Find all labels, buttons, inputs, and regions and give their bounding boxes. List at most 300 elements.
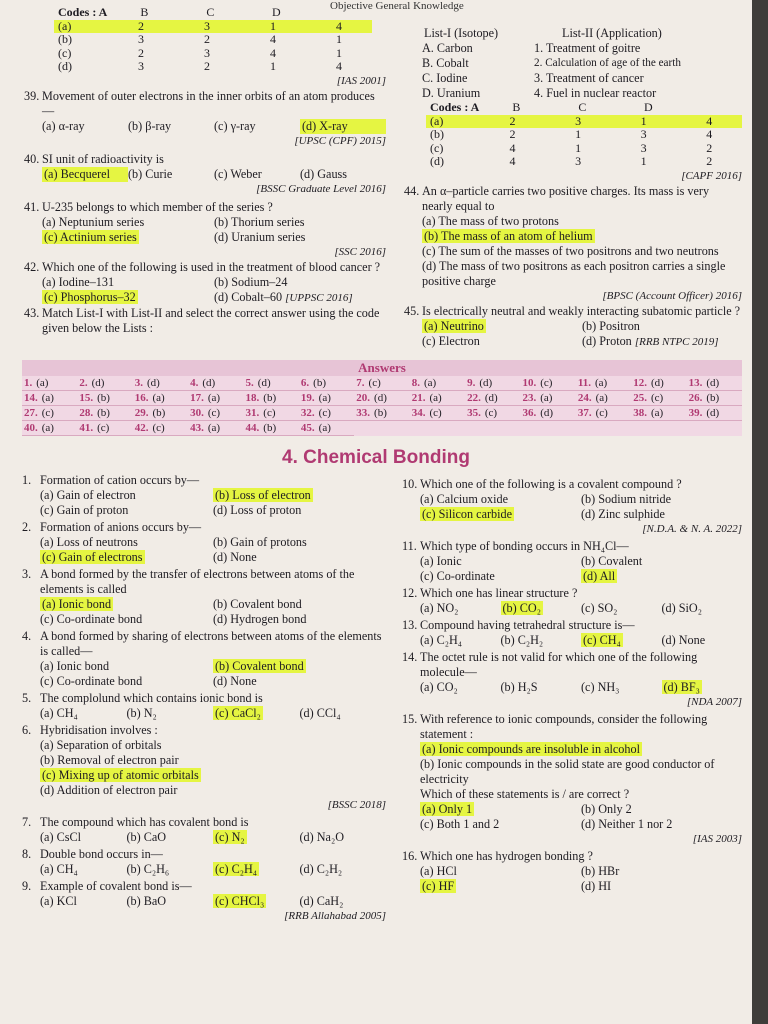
question-39 [24,89,386,149]
option: (b) Covalent bond [213,597,302,611]
question-line [402,849,742,864]
answer-number: 34. [411,407,426,419]
answer-option: (c) [540,377,553,389]
option-wrap [213,612,386,627]
option-wrap [420,802,581,817]
col-head: B [140,5,149,19]
code-value: 1 [640,154,647,168]
question-number: 41. [24,199,40,214]
option-wrap [40,535,213,550]
option-wrap [127,894,214,909]
answer-number: 22. [467,392,481,404]
option-wrap [40,674,213,689]
answer-option: (a) [36,377,49,389]
answer-option: (c) [41,407,54,419]
question-number: 4. [22,629,32,643]
question-text: A bond formed by sharing of electrons between atoms of the elements is called— [40,629,382,658]
col-head: C [206,5,215,19]
option-wrap [581,492,742,507]
code-value: 1 [270,18,276,33]
answer-option: (a) [41,392,54,404]
reference: [BPSC (Account Officer) 2016] [602,289,742,302]
answer-cell [188,421,243,436]
code-value: 3 [575,113,582,128]
option: (b) Removal of electron pair [40,753,179,767]
answer-option: (b) [263,392,277,404]
answer-cell [520,406,575,421]
answer-number: 41. [79,422,94,434]
answer-number: 42. [134,422,149,434]
option-highlighted: (c) Mixing up of atomic orbitals [42,768,199,782]
options [40,659,386,689]
option: (a) Ionic [420,554,462,568]
answer-option: (c) [263,407,276,419]
option: (d) None [213,550,257,564]
code-row [54,20,372,34]
question-text: An α–particle carries two positive charges. Its mass is very nearly equal to [422,183,710,213]
option-highlighted: (a) Ionic compounds are insoluble in alcohol [422,742,640,756]
option-highlighted: (c) C₂H₄ [215,862,258,876]
code-value: 4 [336,18,342,33]
option: (a) HCl [420,864,457,878]
answer-cell [631,406,686,421]
answer-cell [410,376,465,391]
option-wrap [420,864,581,879]
question-line [402,712,742,742]
answer-option: (d) [540,407,554,419]
answer-cell [687,376,742,391]
option: (c) Co-ordinate bond [40,612,143,626]
code-value: 4 [509,140,516,155]
option-highlighted: (c) Actinium series [44,229,137,244]
option: (d) Proton [582,333,632,348]
codes-label: Codes : A [58,5,108,19]
question-text: With reference to ionic compounds, consider the following statement : [420,712,708,741]
code-value: 2 [138,45,144,60]
question-11 [402,539,742,584]
answer-cell [244,421,299,436]
question-text: The octet rule is not valid for which one of the following molecule— [420,650,698,679]
option: (c) Both 1 and 2 [420,817,500,831]
answer-cell [188,406,243,421]
list2-item: 3. Treatment of cancer [534,71,644,85]
answer-number: 16. [134,392,149,404]
answer-cell [22,406,77,421]
question-number: 44. [404,183,420,198]
option: (c) Weber [214,166,262,181]
answer-option: (b) [152,407,166,419]
answers-grid [22,376,742,436]
answer-option: (c) [368,377,381,389]
code-row-label: (d) [430,154,444,168]
answer-cell [188,376,243,391]
answer-option: (d) [706,377,720,389]
reference: [N.D.A. & N. A. 2022] [642,523,742,535]
code-value: 3 [204,45,210,60]
question-number: 8. [22,847,32,861]
answer-option: (a) [207,392,221,404]
question-number: 13. [402,618,418,632]
question-number: 5. [22,691,32,705]
q43-code-rows [426,115,742,169]
answer-number: 15. [79,392,94,404]
reference: [RRB Allahabad 2005] [284,910,386,922]
answer-option: (b) [97,392,110,404]
answer-number: 12. [633,377,647,389]
option-wrap [40,597,213,612]
answer-number: 43. [190,422,204,434]
answer-cell [576,391,631,406]
answer-option: (d) [706,407,720,419]
answer-option: (b) [97,407,110,419]
option: (b) Positron [582,318,640,333]
code-value: 3 [640,140,647,155]
option-highlighted: (a) Neutrino [424,318,484,333]
answer-number: 28. [79,407,94,419]
option-wrap [501,601,582,616]
question-number: 14. [402,650,418,664]
code-row-label: (d) [58,59,72,73]
option-wrap [40,768,386,783]
option-wrap [420,601,501,616]
option-wrap [40,753,386,768]
option-highlighted: (c) Silicon carbide [422,507,513,521]
answer-number: 31. [245,407,260,419]
question-42 [24,260,386,306]
options [40,488,386,518]
code-row-label: (b) [58,32,72,46]
answer-cell [77,376,132,391]
question-number: 45. [404,303,420,318]
question-43 [24,306,386,336]
question-44 [404,184,742,304]
option: (b) Sodium nitride [581,492,672,506]
option: (d) None [213,674,257,688]
option: (b) Sodium–24 [214,274,288,289]
option-highlighted: (c) CaCl₂ [215,706,261,720]
option: (c) Co-ordinate bond [40,674,143,688]
answer-cell [520,376,575,391]
options [420,680,742,695]
code-value: 3 [575,154,582,168]
option: (d) Cobalt–60 [214,289,283,304]
question-number: 40. [24,151,40,166]
option-wrap [581,864,742,879]
question-text: Hybridisation involves : [40,723,158,737]
option-wrap [420,817,581,832]
answer-option: (c) [429,407,442,419]
option-highlighted: (c) CH₄ [583,633,621,647]
answer-cell [465,391,520,406]
option-wrap [213,894,300,909]
code-row-label: (c) [430,140,444,155]
answer-cell [133,406,188,421]
code-value: 4 [336,59,342,73]
option: (b) C₂H₆ [126,862,170,876]
codes-label: Codes : A [430,100,480,114]
answer-option: (a) [595,392,608,404]
answer-cell [576,406,631,421]
answer-number: 13. [688,377,703,389]
question-line [22,520,386,535]
code-value: 2 [509,113,516,128]
option: (d) HI [581,879,612,893]
option: (b) H₂S [500,680,538,694]
answer-option: (d) [257,377,271,389]
code-value: 2 [509,127,516,141]
options [420,492,742,522]
question-line [22,629,386,659]
question-text: A bond formed by the transfer of electrons between atoms of the elements is called [40,567,355,596]
answer-number: 9. [467,377,476,389]
option: (a) NO₂ [420,601,459,615]
question-16 [402,849,742,894]
question-10 [402,477,742,537]
question-number: 3. [22,567,32,581]
option-wrap [420,492,581,507]
answer-option: (b) [374,407,387,419]
left-top-column [24,6,386,336]
option-wrap [581,879,742,894]
question-line [22,723,386,738]
question-line [22,691,386,706]
option-wrap [213,706,300,721]
option-highlighted: (d) BF₃ [663,680,700,694]
code-value: 3 [138,59,144,73]
answer-option: (a) [423,377,437,389]
option: (a) CH₄ [40,706,78,720]
question-2 [22,520,386,565]
question-text: Which one of the following is a covalent compound ? [420,477,682,491]
answer-number: 36. [522,407,537,419]
options [40,894,386,909]
list2-item: 1. Treatment of goitre [534,41,641,55]
reference: [IAS 2003] [692,833,742,845]
option: (b) HBr [581,864,620,878]
option: (d) Hydrogen bond [213,612,307,626]
question-line [22,847,386,862]
code-row [426,142,742,156]
code-value: 1 [336,32,342,46]
option-highlighted: (c) N₂ [215,830,245,844]
option-wrap [501,633,582,648]
question-text: SI unit of radioactivity is [42,151,164,166]
answer-option: (c) [484,407,498,419]
option: (a) α-ray [42,118,85,133]
answer-cell [465,376,520,391]
option-wrap [300,894,387,909]
answer-number: 32. [300,407,315,419]
code-row [426,155,742,169]
reference: [SSC 2016] [334,245,386,258]
answer-option: (b) [313,377,326,389]
question-line [22,879,386,894]
question-12 [402,586,742,616]
code-row [54,60,372,74]
code-value: 4 [509,154,516,168]
options [40,597,386,627]
option: (a) CO₂ [420,680,458,694]
reference: [BSSC 2018] [327,799,386,811]
col-head: B [512,100,521,114]
list2-item: 2. Calculation of age of the earth [534,57,681,69]
option: (a) Ionic bond [40,659,110,673]
code-value: 4 [270,45,276,60]
answer-option: (d) [650,377,664,389]
question-text: U-235 belongs to which member of the series ? [42,199,273,214]
question-text: The compound which has covalent bond is [40,815,249,829]
question-number: 7. [22,815,32,829]
option-wrap [40,738,386,753]
answer-option: (c) [97,422,110,434]
question-text: Which type of bonding occurs in NH₄Cl— [420,539,629,553]
code-row-label: (a) [58,18,72,33]
answer-number: 23. [522,392,537,404]
answer-number: 33. [356,407,371,419]
option-wrap [420,507,581,522]
answer-number: 25. [633,392,647,404]
option-wrap [213,674,386,689]
answers-title: Answers [22,360,742,376]
code-value: 2 [204,32,210,46]
answer-cell [576,376,631,391]
question-4 [22,629,386,689]
code-value: 4 [706,113,713,128]
option: (d) Uranium series [214,229,306,244]
option: (a) Separation of orbitals [40,738,162,752]
option: (a) Gain of electron [40,488,136,502]
answer-number: 4. [190,377,199,389]
answer-number: 20. [356,392,371,404]
question-number: 6. [22,723,32,737]
option: (b) C₂H₂ [500,633,544,647]
question-number: 9. [22,879,32,893]
option-highlighted: (b) The mass of an atom of helium [424,228,593,243]
option: (d) Loss of proton [213,503,302,517]
option-wrap [420,554,581,569]
option-wrap [127,830,214,845]
option: (b) BaO [126,894,167,908]
code-value: 3 [204,18,210,33]
answer-number: 39. [688,407,703,419]
answer-option: (a) [318,392,331,404]
answer-cell [299,421,354,436]
option: (b) Covalent [581,554,643,568]
option: (d) SiO₂ [661,601,702,615]
answer-number: 24. [577,392,592,404]
answer-number: 35. [467,407,481,419]
option-wrap [420,633,501,648]
option-wrap [581,601,662,616]
option-wrap [662,680,743,695]
question-13 [402,618,742,648]
q38-code-rows [54,20,372,74]
option: (d) None [661,633,706,647]
options [40,706,386,721]
question-14 [402,650,742,710]
list1-item: A. Carbon [422,41,473,55]
option: (c) Electron [422,333,480,348]
options [420,802,742,832]
answer-cell [244,376,299,391]
option: (b) CaO [126,830,167,844]
option-highlighted: (c) CHCl₃ [215,894,265,908]
code-value: 1 [640,113,647,128]
option-highlighted: (d) X-ray [300,119,386,134]
option-wrap [213,503,386,518]
answer-cell [687,391,742,406]
option: (c) NH₃ [581,680,620,694]
answer-option: (a) [152,392,165,404]
reference: [BSSC Graduate Level 2016] [256,182,386,195]
option-wrap [213,830,300,845]
question-number: 15. [402,712,418,726]
code-value: 1 [575,140,582,155]
question-8 [22,847,386,877]
option-wrap [40,783,386,798]
question-6 [22,723,386,813]
answer-cell [465,406,520,421]
answer-cell [244,406,299,421]
option-wrap [420,569,581,584]
code-row [54,33,372,47]
option: (d) Addition of electron pair [40,783,178,797]
option: (a) Neptunium series [42,214,145,229]
question-line [22,815,386,830]
question-45 [404,304,742,350]
option-wrap [420,742,742,757]
answer-number: 10. [522,377,537,389]
option: (d) Na₂O [299,830,345,844]
option-wrap [300,706,387,721]
answer-number: 2. [79,377,88,389]
answer-option: (a) [595,377,608,389]
code-value: 3 [640,127,647,141]
answer-number: 8. [411,377,420,389]
question-text: Which one has linear structure ? [420,586,578,600]
reference: [CAPF 2016] [681,169,742,182]
answer-cell [410,391,465,406]
options [420,554,742,584]
question-line [402,650,742,680]
option: (d) The mass of two positrons as each positron carries a single positive charge [422,258,726,288]
option: (d) Neither 1 nor 2 [581,817,673,831]
answer-cell [22,421,77,436]
question-text: Is electrically neutral and weakly interacting subatomic particle ? [422,303,741,318]
answer-number: 6. [300,377,310,389]
option: (b) Only 2 [581,802,632,816]
question-15 [402,712,742,847]
answer-option: (d) [147,377,160,389]
option-highlighted: (c) Gain of electrons [42,550,143,564]
option: (a) Loss of neutrons [40,535,138,549]
option: (d) C₂H₂ [299,862,343,876]
code-value: 2 [138,18,144,33]
option-wrap [213,535,386,550]
answer-cell [687,406,742,421]
answer-number: 3. [134,377,144,389]
options [420,601,742,616]
question-line [22,473,386,488]
option: (c) Co-ordinate [420,569,495,583]
code-value: 2 [204,59,210,73]
left-bottom-column [22,471,386,924]
option: (b) Curie [128,166,173,181]
question-text: Formation of cation occurs by— [40,473,200,487]
reference: [IAS 2001] [336,74,386,87]
answer-cell [77,391,132,406]
option-wrap [213,597,386,612]
